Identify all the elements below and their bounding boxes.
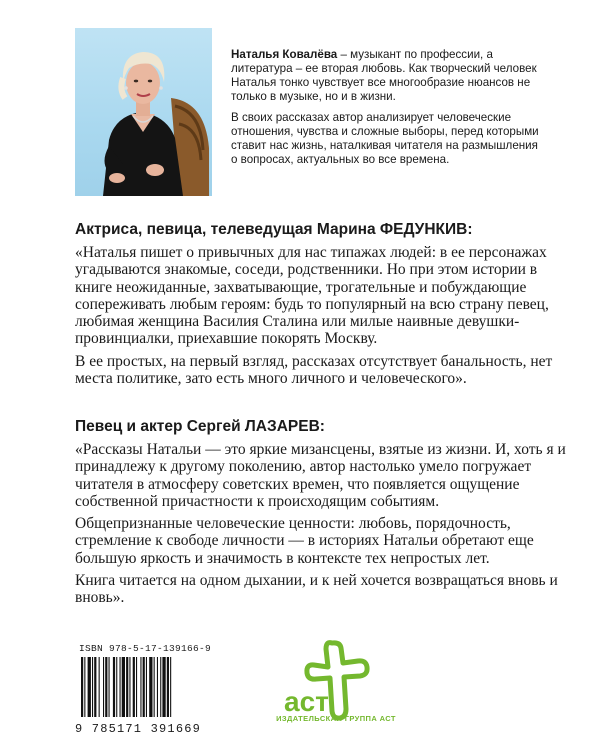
bio-paragraph-1-text: – музыкант по профессии, а литература – ее вторая любовь. Как творческий человек Наталья тонко чувствует все многообразие нюансов не только в музыке, но и в жизни.	[231, 48, 537, 103]
barcode-bar	[149, 657, 152, 717]
barcode-bar	[92, 657, 93, 717]
review-2-heading: Певец и актер Сергей ЛАЗАРЕВ:	[75, 418, 325, 435]
barcode-bars	[75, 657, 215, 717]
publisher-caption: ИЗДАТЕЛЬСКАЯ ГРУППА АСТ	[276, 714, 396, 723]
author-photo	[75, 28, 212, 196]
review-2-paragraph-1: «Рассказы Натальи — это яркие мизансцены, взятые из жизни. И, хоть я и принадлежу к другому поколению, автор настолько умело погружает читателя в атмосферу советских времен, что появляется ощущение собственной причастности к происходящим событиям.	[75, 441, 566, 510]
isbn-label: ISBN 978-5-17-139166-9	[78, 643, 212, 654]
barcode-bar	[88, 657, 91, 717]
barcode-bar	[113, 657, 115, 717]
bio-paragraph-2: В своих рассказах автор анализирует человеческие отношения, чувства и сложные выборы, перед которыми ставит нас жизнь, наталкивая читателя на размышления о вопросах, актуальных во все времена.	[231, 111, 539, 166]
barcode-bar	[81, 657, 83, 717]
barcode-bar	[99, 657, 100, 717]
barcode-bar	[84, 657, 85, 717]
barcode-bar	[133, 657, 135, 717]
barcode-digits: 9 785171 391669	[75, 722, 202, 736]
barcode-bar	[157, 657, 158, 717]
barcode-bar	[154, 657, 155, 717]
review-2-paragraph-3: Книга читается на одном дыхании, и к ней хочется возвращаться вновь и вновь».	[75, 572, 558, 607]
review-2-text	[75, 441, 575, 612]
author-bio	[231, 48, 541, 174]
barcode-bar	[162, 657, 165, 717]
logo-text: аст	[284, 686, 329, 717]
barcode-bar	[167, 657, 169, 717]
barcode-bar	[140, 657, 141, 717]
barcode-bar	[143, 657, 145, 717]
review-1-paragraph-1: «Наталья пишет о привычных для нас типажах людей: в ее персонажах угадываются знакомые, соседи, родственники. Но при этом истории в книге неожиданные, захватывающие, трогательные и побуждающие сопереживать любым героям: будь то популярный на всю страну певец, любимая женщина Василия Сталина или милые наивные девушки-провинциалки, приехавшие покорять Москву.	[75, 244, 549, 348]
review-1-text	[75, 244, 575, 392]
bio-paragraph-1	[231, 48, 541, 104]
author-portrait-illustration	[75, 28, 212, 196]
review-1-paragraph-2: В ее простых, на первый взгляд, рассказах отсутствует банальность, нет места политике, зато есть много личного и человеческого».	[75, 352, 553, 388]
review-2-paragraph-2: Общепризнанные человеческие ценности: любовь, порядочность, стремление к свободе личности — в историях Натальи обретают еще большую яркость и значимость в контексте тех непростых лет.	[75, 515, 534, 567]
barcode	[75, 643, 215, 736]
review-1-heading: Актриса, певица, телеведущая Марина ФЕДУНКИВ:	[75, 221, 473, 238]
barcode-bar	[160, 657, 161, 717]
barcode-bar	[94, 657, 96, 717]
barcode-bar	[122, 657, 125, 717]
barcode-bar	[105, 657, 107, 717]
barcode-bar	[170, 657, 171, 717]
barcode-bar	[103, 657, 104, 717]
barcode-bar	[146, 657, 147, 717]
barcode-bar	[116, 657, 117, 717]
barcode-bar	[120, 657, 121, 717]
barcode-bar	[136, 657, 137, 717]
barcode-bar	[126, 657, 128, 717]
author-name: Наталья Ковалёва	[231, 48, 338, 61]
barcode-bar	[109, 657, 110, 717]
barcode-bar	[129, 657, 130, 717]
